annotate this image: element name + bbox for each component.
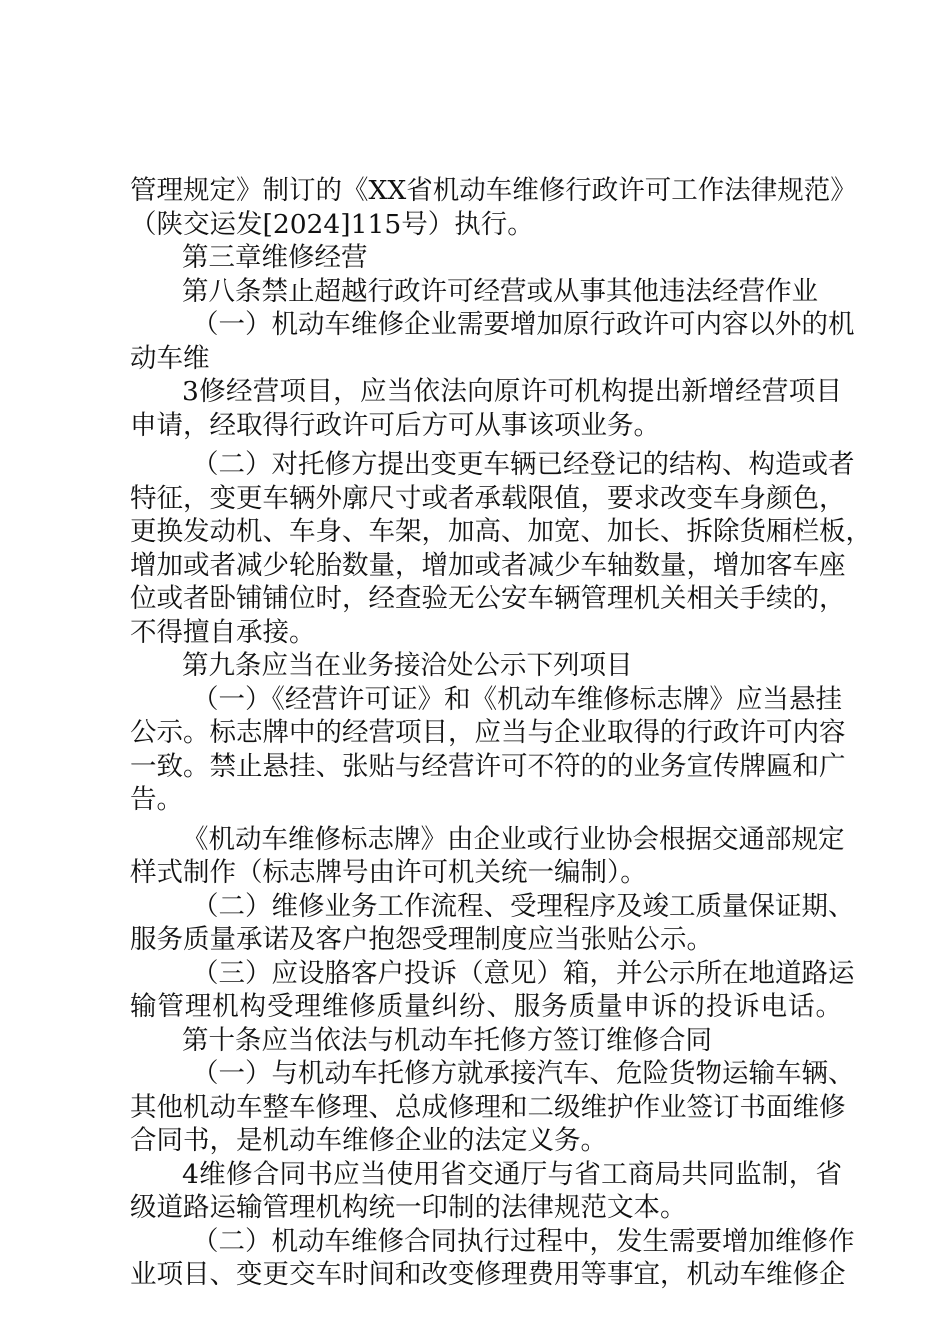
text-line: （二）对托修方提出变更车辆已经登记的结构、构造或者 xyxy=(192,449,855,480)
text-line: 业项目、变更交车时间和改变修理费用等事宜，机动车维修企 xyxy=(130,1259,846,1290)
chapter-heading: 第三章维修经营 xyxy=(182,242,368,273)
text-line: （三）应设胳客户投诉（意见）箱，并公示所在地道路运 xyxy=(192,957,855,989)
text-line: 特征，变更车辆外廓尺寸或者承载限值，要求改变车身颜色， xyxy=(130,482,846,514)
text-line: 更换发动机、车身、车架，加高、加宽、加长、拆除货厢栏板， xyxy=(130,516,872,547)
text-line: （一）《经营许可证》和《机动车维修标志牌》应当悬挂 xyxy=(192,683,842,715)
text-line: 3修经营项目，应当依法向原许可机构提出新增经营项目 xyxy=(182,376,842,407)
text-line: 告。 xyxy=(130,784,183,815)
text-line: 一致。禁止悬挂、张贴与经营许可不符的的业务宣传牌匾和广 xyxy=(130,750,846,782)
article-heading: 第十条应当依法与机动车托修方签订维修合同 xyxy=(182,1024,712,1056)
text-line: 管理规定》制订的《XX省机动车维修行政许可工作法律规范》 xyxy=(130,175,857,206)
text-line: （二）机动车维修合同执行过程中，发生需要增加维修作 xyxy=(192,1225,855,1257)
text-line: 样式制作（标志牌号由许可机关统一编制）。 xyxy=(130,857,647,888)
document-body xyxy=(130,174,872,1292)
text-line: （一）机动车维修企业需要增加原行政许可内容以外的机 xyxy=(192,309,855,340)
text-line: 公示。标志牌中的经营项目，应当与企业取得的行政许可内容 xyxy=(130,717,846,748)
text-line: （一）与机动车托修方就承接汽车、危险货物运输车辆、 xyxy=(192,1058,855,1089)
text-line: 动车维 xyxy=(130,342,210,374)
text-line: 《机动车维修标志牌》由企业或行业协会根据交通部规定 xyxy=(182,823,845,855)
text-line: 合同书，是机动车维修企业的法定义务。 xyxy=(130,1125,607,1156)
text-line: （二）维修业务工作流程、受理程序及竣工质量保证期、 xyxy=(192,890,855,922)
text-line: 输管理机构受理维修质量纠纷、服务质量申诉的投诉电话。 xyxy=(130,991,842,1022)
article-heading: 第九条应当在业务接洽处公示下列项目 xyxy=(182,650,633,681)
article-heading: 第八条禁止超越行政许可经营或从事其他违法经营作业 xyxy=(182,275,818,307)
text-line: 增加或者减少轮胎数量，增加或者减少车轴数量，增加客车座 xyxy=(130,549,846,581)
text-line: 其他机动车整车修理、总成修理和二级维护作业签订书面维修 xyxy=(130,1091,846,1123)
text-line: 申请，经取得行政许可后方可从事该项业务。 xyxy=(130,409,660,441)
text-line: （陕交运发[2024]115号）执行。 xyxy=(130,208,534,240)
text-line: 位或者卧铺铺位时，经查验无公安车辆管理机关相关手续的， xyxy=(130,583,846,614)
text-line: 级道路运输管理机构统一印制的法律规范文本。 xyxy=(130,1192,687,1223)
text-line: 4维修合同书应当使用省交通厅与省工商局共同监制，省 xyxy=(182,1158,842,1190)
text-line: 服务质量承诺及客户抱怨受理制度应当张贴公示。 xyxy=(130,924,713,955)
text-line: 不得擅自承接。 xyxy=(130,616,316,648)
